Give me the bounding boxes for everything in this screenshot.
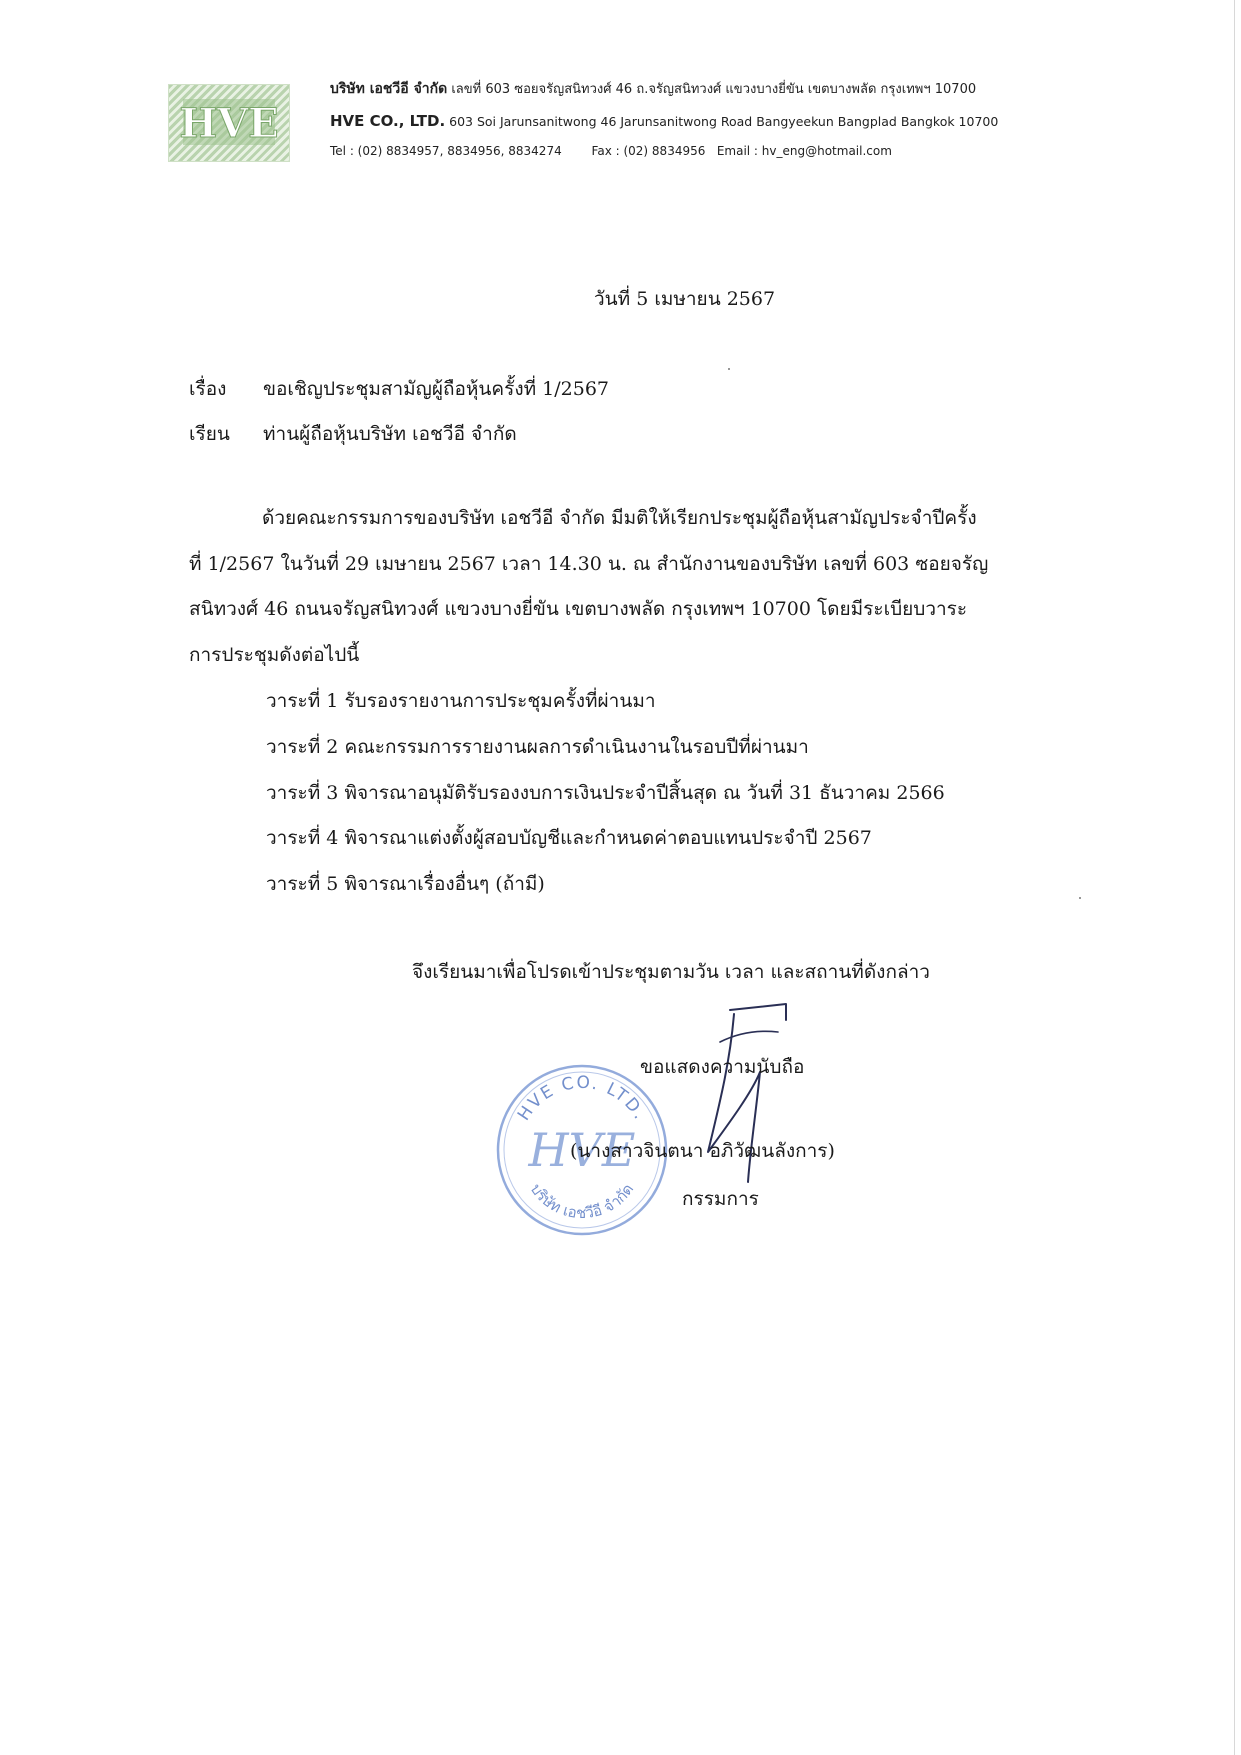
body-line-1: ด้วยคณะกรรมการของบริษัท เอชวีอี จำกัด มีมติให้เรียกประชุมผู้ถือหุ้นสามัญประจำปีครั้ง — [262, 507, 977, 529]
body-line-3: สนิทวงศ์ 46 ถนนจรัญสนิทวงศ์ แขวงบางยี่ขัน เขตบางพลัด กรุงเทพฯ 10700 โดยมีระเบียบวาระ — [189, 598, 968, 620]
scan-margin-line — [1234, 0, 1235, 1755]
agenda-item-2: วาระที่ 2 คณะกรรมการรายงานผลการดำเนินงานในรอบปีที่ผ่านมา — [266, 736, 809, 758]
body-line-4: การประชุมดังต่อไปนี้ — [189, 644, 360, 666]
company-logo — [168, 84, 290, 162]
letterhead-thai-line — [330, 78, 976, 100]
scan-speck — [1079, 897, 1081, 899]
subject-label: เรื่อง — [189, 378, 227, 400]
english-company-name: HVE CO., LTD. — [330, 112, 446, 130]
agenda-item-5: วาระที่ 5 พิจารณาเรื่องอื่นๆ (ถ้ามี) — [266, 873, 545, 895]
body-line-2: ที่ 1/2567 ในวันที่ 29 เมษายน 2567 เวลา 14.30 น. ณ สำนักงานของบริษัท เลขที่ 603 ซอยจรัญ — [189, 553, 989, 575]
signer-title: กรรมการ — [682, 1188, 759, 1210]
stamp-center-text: HVE — [528, 1123, 636, 1177]
recipient-label: เรียน — [189, 423, 230, 445]
logo-text: HVE — [179, 100, 279, 147]
letterhead-contact-line — [330, 144, 892, 158]
agenda-item-1: วาระที่ 1 รับรองรายงานการประชุมครั้งที่ผ่านมา — [266, 690, 656, 712]
english-address: 603 Soi Jarunsanitwong 46 Jarunsanitwong Road Bangyeekun Bangplad Bangkok 10700 — [449, 114, 999, 129]
subject-text: ขอเชิญประชุมสามัญผู้ถือหุ้นครั้งที่ 1/2567 — [263, 378, 610, 400]
scan-speck — [728, 368, 730, 370]
closing-sentence: จึงเรียนมาเพื่อโปรดเข้าประชุมตามวัน เวลา และสถานที่ดังกล่าว — [412, 961, 930, 983]
letter-date: วันที่ 5 เมษายน 2567 — [594, 288, 776, 310]
agenda-item-4: วาระที่ 4 พิจารณาแต่งตั้งผู้สอบบัญชีและกำหนดค่าตอบแทนประจำปี 2567 — [266, 827, 872, 849]
logo-graphic — [169, 85, 289, 161]
complimentary-close: ขอแสดงความนับถือ — [640, 1056, 805, 1078]
signer-name: (นางสาวจินตนา อภิวัฒนลังการ) — [570, 1140, 835, 1162]
thai-company-name: บริษัท เอชวีอี จำกัด — [330, 81, 448, 97]
agenda-item-3: วาระที่ 3 พิจารณาอนุมัติรับรองงบการเงินประจำปีสิ้นสุด ณ วันที่ 31 ธันวาคม 2566 — [266, 782, 945, 804]
fax: Fax : (02) 8834956 — [591, 144, 706, 158]
thai-address: เลขที่ 603 ซอยจรัญสนิทวงศ์ 46 ถ.จรัญสนิทวงศ์ แขวงบางยี่ขัน เขตบางพลัด กรุงเทพฯ 10700 — [451, 82, 977, 97]
stamp-top-text: HVE CO. LTD. — [513, 1072, 651, 1125]
recipient-text: ท่านผู้ถือหุ้นบริษัท เอชวีอี จำกัด — [263, 423, 517, 445]
letterhead-english-line — [330, 112, 998, 130]
telephone: Tel : (02) 8834957, 8834956, 8834274 — [330, 144, 562, 158]
email: Email : hv_eng@hotmail.com — [716, 144, 892, 158]
stamp-bottom-text: บริษัท เอชวีอี จำกัด — [526, 1180, 638, 1223]
